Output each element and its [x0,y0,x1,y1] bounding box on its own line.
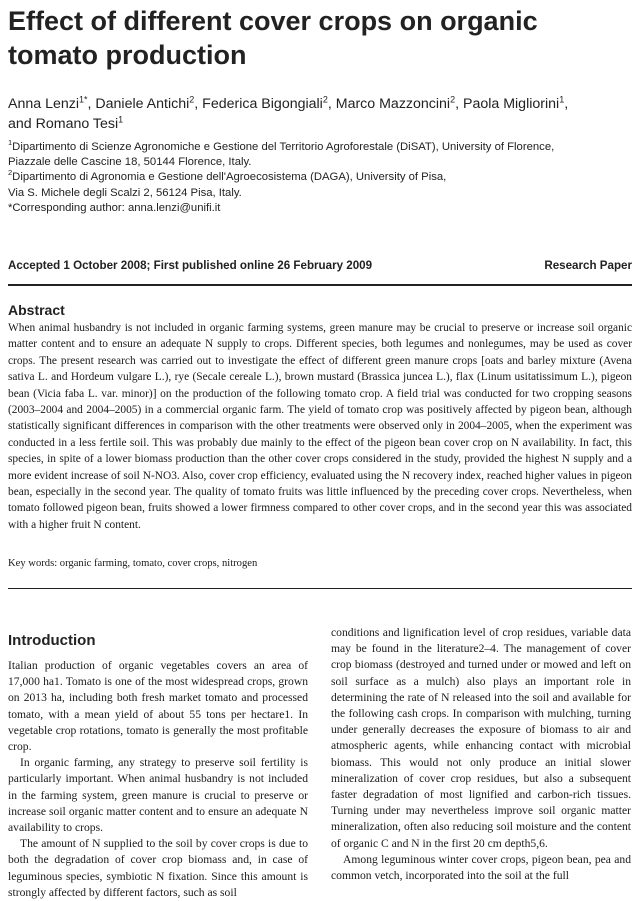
author-affiliation-marker: 2 [322,94,328,105]
paragraph: In organic farming, any strategy to preserve soil fertility is particularly important. When animal husbandry is not included in the farming system, green manure is crucial to preserve or increase soil organic matter content and to ensure an adequate N availability to crops. [8,756,308,835]
publication-dates: Accepted 1 October 2008; First published online 26 February 2009 [8,259,373,272]
affiliation-2-address: Via S. Michele degli Scalzi 2, 56124 Pisa, Italy. [8,186,242,199]
body-column-right [331,625,631,884]
abstract-text: When animal husbandry is not included in organic farming systems, green manure may be crucial to preserve or increase soil organic matter content and to ensure an adequate N supply to crops. Different species, both legumes and nonlegumes, may be used as cover crops. The present research was carried out to investigate the effect of different green manure crops [oats and barley mixture (Avena sativa L. and Hordeum vulgare L.), rye (Secale cereale L.), brown mustard (Brassica juncea L.), flax (Linum usitatissimum L.), pigeon bean (Vicia faba L. var. minor)] on the production of the following tomato crop. A field trial was conducted for two cropping seasons (2003–2004 and 2004–2005) in a commercial organic farm. The yield of tomato crop was positively affected by pigeon bean, although statistically significant differences in comparison with the other treatments were observed only in 2004–2005, when the experiment was conducted in a less fertile soil. This was probably due mainly to the effect of the pigeon bean cover crop on N availability. In fact, this species, in spite of a lower biomass production than the other cover crops considered in the study, provided the highest N supply and a more evident increase of soil N-NO3. Also, cover crop efficiency, evaluated using the N recovery index, reached higher values in pigeon bean, especially in the second year. The quality of tomato fruits was little influenced by the preceding cover crops. Nevertheless, when tomato followed pigeon bean, fruits showed a lower firmness compared to other cover crops, and in the second year this was associated with a higher fruit N content. [8,322,632,531]
author-name: Daniele Antichi [95,96,190,112]
author-name: Anna Lenzi [8,96,79,112]
paper-title: Effect of different cover crops on organic tomato production [8,6,538,70]
paragraph: The amount of N supplied to the soil by cover crops is due to both the degradation of cover crop biomass and, in case of leguminous species, symbiotic N fixation. Since this amount is strongly affected by different factors, such as soil [8,837,308,899]
author-affiliation-marker: 1* [79,94,88,105]
abstract-heading: Abstract [8,302,65,318]
author-name: Federica Bigongiali [202,96,323,112]
keywords: Key words: organic farming, tomato, cover crops, nitrogen [8,558,258,569]
corresponding-author: *Corresponding author: anna.lenzi@unifi.it [8,201,221,214]
author-name: Paola Migliorini [462,96,560,112]
affiliation-1: $^1$Dipartimento di Scienze Agronomiche e Gestione del Territorio Agroforestale (DiSAT), University of Florence, [8,138,555,153]
body-column-left [8,658,308,901]
author-affiliation-marker: 2 [189,94,195,105]
affiliation-2: $^2$Dipartimento di Agronomia e Gestione dell'Agroecosistema (DAGA), University of Pisa, [8,168,447,184]
paragraph: conditions and lignification level of crop residues, variable data may be found in the literature2–4. The management of cover crop biomass (destroyed and turned under or mowed and left on soil surface as a mulch) also plays an important role in determining the rate of N released into the soil and available for the following cash crops. In comparison with mulching, turning under generally decreases the exposure of biomass to air and atmospheric agents, while enhancing contact with microbial biomass. This would not only produce an initial slower mineralization of cover crop residues, but also a subsequent faster degradation of most lignified and carbon-rich tissues. Turning under may nevertheless improve soil organic matter mineralization, often also reducing soil moisture and the content of organic C and N in the first 20 cm depth5,6. [331,626,631,850]
article-type: Research Paper [544,259,632,272]
section-divider [8,284,632,286]
author-list: Anna Lenzi$^{1*}$, Daniele Antichi$^2$, Federica Bigongiali$^2$, Marco Mazzoncini$^2$, Paola Migliorini$^1$, and Romano Tesi$^1$ [8,94,569,132]
author-affiliation-marker: 1 [118,114,124,125]
publication-info-bar [8,259,632,272]
author-affiliation-marker: 1 [559,94,565,105]
introduction-heading: Introduction [8,632,96,649]
author-name: Romano Tesi [35,116,119,132]
section-divider [8,588,632,589]
affiliations [8,140,632,216]
author-name: Marco Mazzoncini [335,96,451,112]
author-affiliation-marker: 2 [450,94,456,105]
paragraph: Italian production of organic vegetables covers an area of 17,000 ha1. Tomato is one of the most widespread crops, grown on 2013 ha, including both fresh market tomato and processed tomato, with a mean yield of about 55 tons per hectare1. In vegetable crop rotations, tomato is generally the most profitable crop. [8,659,308,754]
affiliation-1-address: Piazzale delle Cascine 18, 50144 Florence, Italy. [8,156,252,169]
paragraph: Among leguminous winter cover crops, pigeon bean, pea and common vetch, incorporated into the soil at the full [331,852,631,883]
